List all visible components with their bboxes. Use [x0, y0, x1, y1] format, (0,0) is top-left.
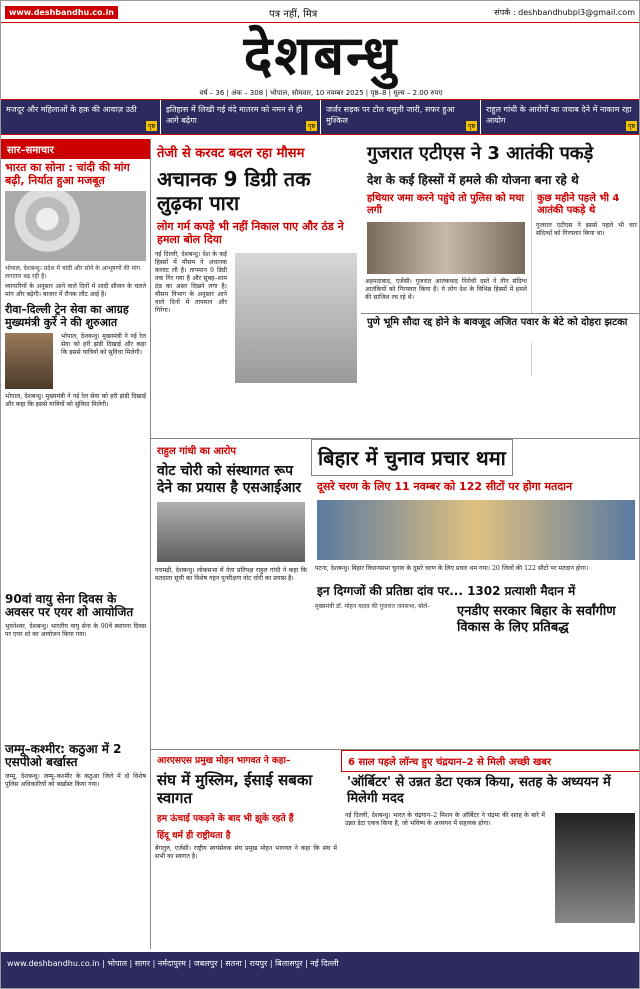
contact-email: संपर्क : deshbandhubpl3@gmail.com: [494, 8, 635, 17]
footer: [1, 952, 640, 989]
silver-photo: [5, 191, 146, 261]
story-kicker: हथियार जमा करने पहुंचे तो पुलिस को मचा लगी: [367, 193, 525, 216]
bullet: हिंदू धर्म ही राष्ट्रीयता है: [157, 831, 231, 841]
teaser-item[interactable]: इतिहास में लिखी गई वंदे मातरम को नमन से ही आगे बढ़ेगा पृष्ठ: [161, 100, 321, 134]
rahul-story: [151, 439, 311, 749]
story-headline[interactable]: बिहार में चुनाव प्रचार थमा: [311, 439, 513, 476]
story-body: पटना, देशबन्धु। बिहार विधानसभा चुनाव के दूसरे चरण के लिए प्रचार थम गया। 20 जिलों की 122 सीटों पर मतदान होगा।: [315, 565, 589, 572]
article-headline[interactable]: जम्मू–कश्मीर: कठुआ में 2 एसपीओ बर्खास्त: [5, 742, 122, 769]
teaser-item[interactable]: जर्जर सड़क पर टोल वसूली जारी, सफर हुआ मुश्किल पृष्ठ: [321, 100, 481, 134]
bihar-story: [311, 439, 640, 572]
rss-story: [151, 749, 341, 949]
gujarat-story: [361, 139, 640, 439]
story-headline[interactable]: संघ में मुस्लिम, ईसाई सबका स्वागत: [157, 771, 313, 807]
story-kicker: राहुल गांधी का आरोप: [157, 446, 237, 457]
article-headline[interactable]: 90वां वायु सेना दिवस के अवसर पर एयर शो आयोजित: [5, 592, 134, 619]
article-body: व्यापारियों के अनुसार आने वाले दिनों में शादी सीजन के चलते मांग और बढ़ेगी। बाजार में रौनक लौट आई है।: [5, 283, 146, 298]
photo-caption: मुख्यमंत्री डॉ. मोहन यादव की गुजरात जनसभा, बोले–: [315, 603, 431, 610]
rally-photo: [317, 500, 635, 560]
chandrayaan-story: [341, 749, 640, 949]
teaser-item[interactable]: राहुल गांधी के आरोपों का जवाब देने में नाकाम रहा आयोग पृष्ठ: [481, 100, 640, 134]
story-headline[interactable]: अचानक 9 डिग्री तक लुढ़का पारा: [157, 167, 311, 215]
motto: पत्र नहीं, मित्र: [269, 9, 318, 20]
article-body: जम्मू, देशबन्धु। जम्मू–कश्मीर के कठुआ जिले में दो विशेष पुलिस अधिकारियों को बर्खास्त किया गया।: [5, 773, 146, 788]
story-subhead: इन दिग्गजों की प्रतिष्ठा दांव पर... 1302 प्रत्याशी मैदान में: [317, 584, 576, 598]
side-body: गुजरात एटीएस ने इससे पहले भी चार संदिग्धों को गिरफ्तार किया था।: [536, 222, 637, 237]
article-headline[interactable]: भारत का सोना : चांदी की मांग बढ़ी, निर्यात हुआ मजबूत: [5, 161, 130, 187]
site-url[interactable]: www.deshbandhu.co.in: [5, 6, 118, 19]
story-body: नई दिल्ली, देशबन्धु। देश के कई हिस्सों में मौसम ने अचानक करवट ली है। तापमान 9 डिग्री तक गिर गया है और सुबह–शाम ठंड का असर दिखने लगा है। मौसम विभाग के अनुसार आने वाले दिनों में तापमान और गिरेगा।: [155, 251, 227, 314]
story-headline[interactable]: गुजरात एटीएस ने 3 आतंकी पकड़े: [367, 143, 594, 164]
article-body: भोपाल, देशबन्धु। मुख्यमंत्री ने नई रेल सेवा को हरी झंडी दिखाई और कहा कि इससे यात्रियों को सुविधा मिलेगी।: [61, 333, 146, 356]
suspects-photo: [367, 222, 525, 274]
story-kicker: तेजी से करवट बदल रहा मौसम: [157, 146, 305, 161]
story-headline[interactable]: पुणे भूमि सौदा रद्द होने के बावजूद अजित पवार के बेटे को दोहरा झटका: [361, 313, 640, 332]
story-subhead: दूसरे चरण के लिए 11 नवम्बर को 122 सीटों पर होगा मतदान: [317, 480, 573, 493]
story-body: नई दिल्ली, देशबन्धु। भारत के चंद्रयान–2 मिशन के ऑर्बिटर ने चंद्रमा की सतह के बारे में उन्नत डेटा एकत्र किया है, जो भविष्य के अध्ययन में सहायक होगा।: [345, 812, 545, 827]
article-headline[interactable]: रीवा–दिल्ली ट्रेन सेवा का आग्रह मुख्यमंत्री कुर्रे ने की शुरुआत: [5, 303, 129, 329]
teaser-strip: [1, 99, 640, 135]
top-bar: [1, 1, 640, 23]
story-headline[interactable]: 'ऑर्बिटर' से उन्नत डेटा एकत्र किया, सतह के अध्ययन में मिलेगी मदद: [347, 775, 611, 806]
article-body-cont: भोपाल, देशबन्धु। मुख्यमंत्री ने नई रेल सेवा को हरी झंडी दिखाई और कहा कि इससे यात्रियों को सुविधा मिलेगी।: [5, 393, 146, 408]
story-body: अहमदाबाद, एजेंसी। गुजरात आतंकवाद निरोधी दस्ते ने तीन संदिग्ध आतंकियों को गिरफ्तार किया है। ये लोग देश के विभिन्न हिस्सों में हमले की साजिश रच रहे थे।: [365, 278, 527, 301]
article-body: भुवनेश्वर, देशबन्धु। भारतीय वायु सेना के 90वें स्थापना दिवस पर एयर शो का आयोजन किया गया।: [5, 623, 146, 638]
rahul-photo: [157, 502, 305, 562]
masthead: [1, 23, 640, 97]
weather-story: [151, 139, 361, 439]
newspaper-logo: देशबन्धु: [243, 23, 399, 87]
footer-editions: www.deshbandhu.co.in | भोपाल | सागर | नर्मदापुरम | जबलपुर | सतना | रायपुर | बिलासपुर | नई दिल्ली: [7, 959, 339, 968]
teaser-item[interactable]: मजदूर और महिलाओं के हक़ की आवाज़ उठी पृष्ठ: [1, 100, 161, 134]
story-body: बेंगलुरु, एजेंसी। राष्ट्रीय स्वयंसेवक संघ प्रमुख मोहन भागवत ने कहा कि संघ में सभी का स्वागत है।: [155, 845, 337, 860]
edition-meta: वर्ष – 36 | अंक – 308 | भोपाल, सोमवार, 10 नवम्बर 2025 | पृष्ठ–8 | मूल्य – 2.00 रुपए: [199, 89, 443, 97]
story-kicker: आरएसएस प्रमुख मोहन भागवत ने कहा–: [157, 756, 291, 766]
left-column: [1, 139, 151, 949]
side-headline[interactable]: कुछ महीने पहले भी 4 आतंकी पकड़े थे: [537, 193, 620, 216]
orbiter-photo: [555, 813, 635, 923]
bihar-details: [311, 581, 640, 741]
story-subhead: देश के कई हिस्सों में हमले की योजना बना रहे थे: [367, 173, 579, 187]
story-kicker: 6 साल पहले लॉन्च हुए चंद्रयान–2 से मिली अच्छी खबर: [341, 750, 640, 772]
story-subhead: लोग गर्म कपड़े भी नहीं निकाल पाए और ठंड ने हमला बोल दिया: [157, 220, 344, 246]
bullet: हम ऊंचाई पकड़ने के बाद भी झुके रहते हैं: [157, 814, 294, 824]
story-headline[interactable]: वोट चोरी को संस्थागत रूप देने का प्रयास है एसआईआर: [157, 463, 302, 496]
portrait-photo: [5, 333, 53, 389]
side-headline[interactable]: एनडीए सरकार बिहार के सर्वांगीण विकास के लिए प्रतिबद्ध: [457, 604, 616, 635]
story-body: पचमढ़ी, देशबन्धु। लोकसभा में नेता प्रतिपक्ष राहुल गांधी ने कहा कि मतदाता सूची का विशेष गहन पुनरीक्षण वोट चोरी का प्रयास है।: [155, 567, 307, 582]
fog-photo: [235, 253, 357, 383]
section-heading: सार–समाचार: [1, 139, 150, 159]
photo-caption: भोपाल, देशबन्धु। प्रदेश में चांदी और सोने के आभूषणों की मांग लगातार बढ़ रही है।: [5, 265, 141, 280]
pune-story: [361, 313, 640, 343]
